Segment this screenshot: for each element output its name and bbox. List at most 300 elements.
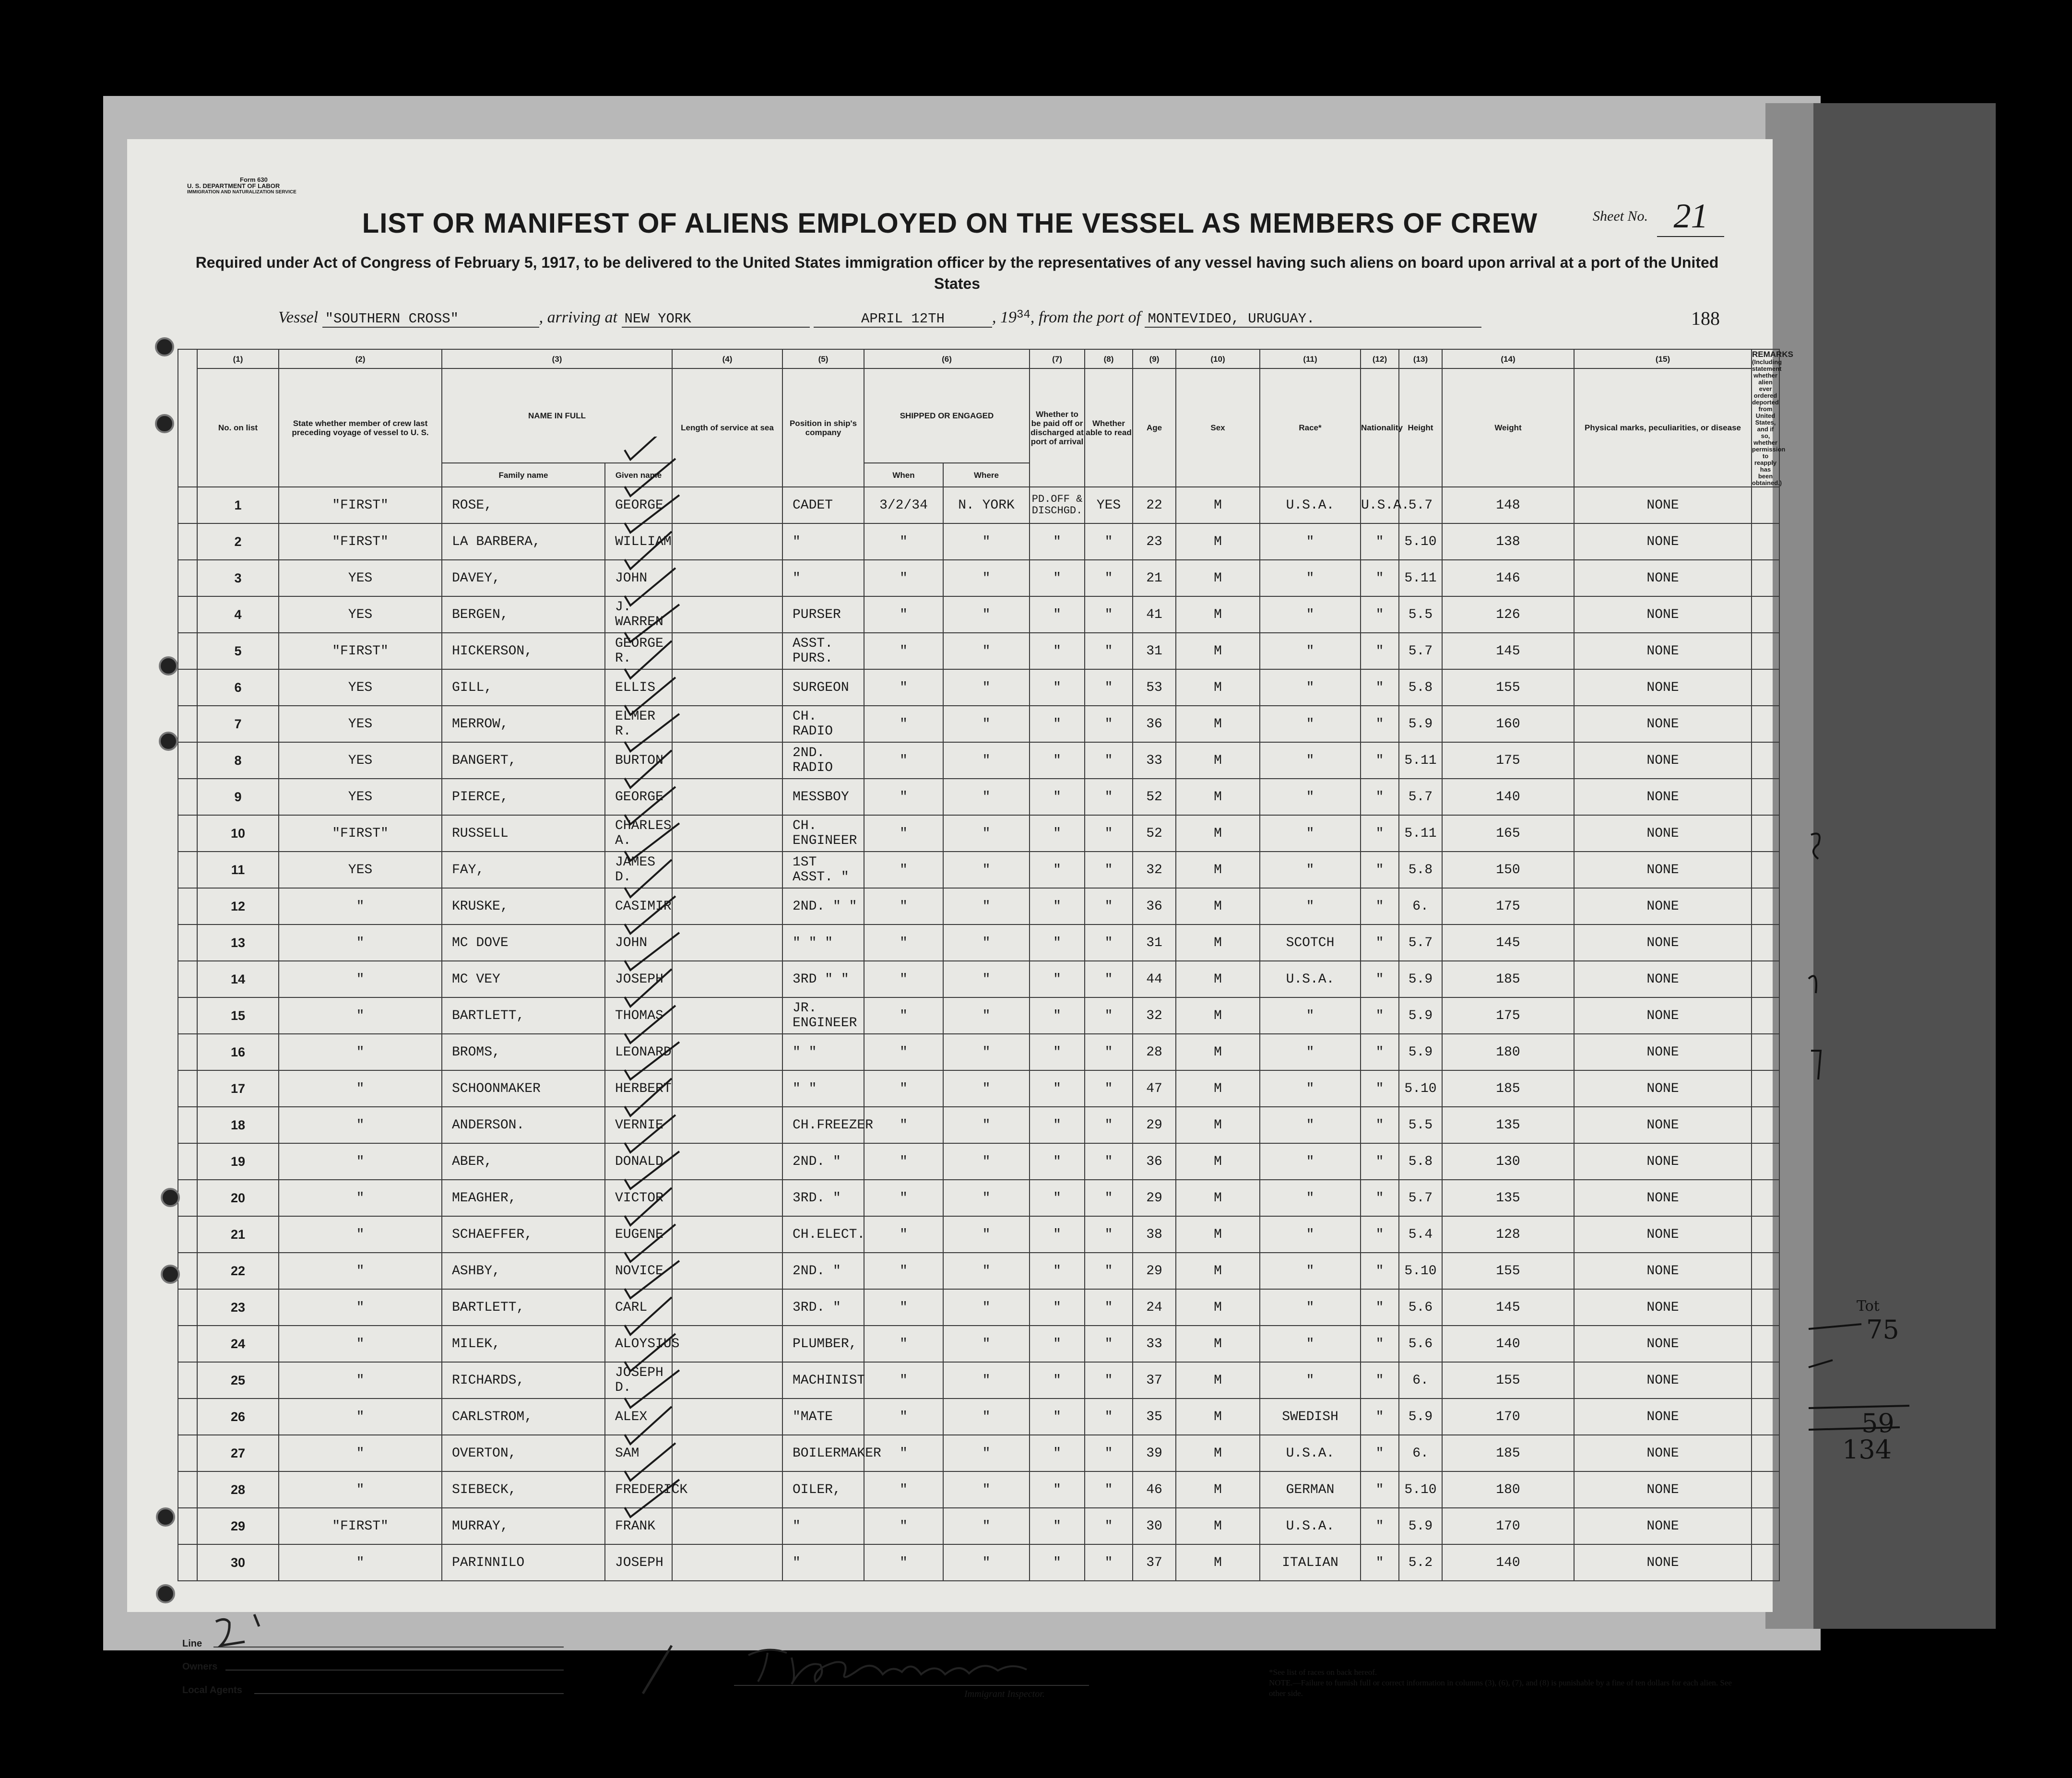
cell-height: 5.7 (1399, 633, 1442, 669)
cell-remarks (1752, 1034, 1779, 1070)
cell-height: 6. (1399, 888, 1442, 925)
cell-position: 2ND. " " (782, 888, 864, 925)
cell-given-name: JOSEPH D. (605, 1362, 672, 1399)
cell-weight: 185 (1442, 1435, 1574, 1471)
cell-paid-off: " (1030, 523, 1085, 560)
header-no-on-list: No. on list (197, 368, 279, 487)
table-row (178, 997, 1779, 1034)
cell-family-name: MEAGHER, (442, 1180, 605, 1216)
margin-cell (178, 888, 197, 925)
cell-paid-off: " (1030, 1326, 1085, 1362)
table-row (178, 779, 1779, 815)
margin-cell (178, 1143, 197, 1180)
cell-shipped-when: " (864, 1326, 943, 1362)
cell-sex: M (1176, 1289, 1260, 1326)
check-mark (625, 1297, 672, 1335)
cell-weight: 140 (1442, 1544, 1574, 1581)
cell-race: " (1260, 815, 1361, 852)
cell-physical-marks: NONE (1574, 560, 1752, 596)
cell-position: OILER, (782, 1471, 864, 1508)
table-row (178, 706, 1779, 742)
cell-physical-marks: NONE (1574, 523, 1752, 560)
cell-sex: M (1176, 1107, 1260, 1143)
cell-able-to-read: " (1085, 925, 1133, 961)
arrival-port: NEW YORK (622, 311, 810, 328)
cell-shipped-where: " (943, 1544, 1030, 1581)
cell-race: " (1260, 997, 1361, 1034)
cell-height: 5.10 (1399, 523, 1442, 560)
cell-prev-voyage: " (279, 1180, 442, 1216)
cell-prev-voyage: "FIRST" (279, 1508, 442, 1544)
cell-sex: M (1176, 596, 1260, 633)
header-family-name: Family name (442, 463, 605, 487)
cell-row-number: 27 (197, 1435, 279, 1471)
cell-height: 5.9 (1399, 1508, 1442, 1544)
table-row (178, 523, 1779, 560)
cell-sex: M (1176, 779, 1260, 815)
margin-cell (178, 669, 197, 706)
cell-race: " (1260, 633, 1361, 669)
cell-physical-marks: NONE (1574, 1508, 1752, 1544)
cell-family-name: ABER, (442, 1143, 605, 1180)
form-header (187, 177, 296, 195)
cell-position: PLUMBER, (782, 1326, 864, 1362)
cell-shipped-when: " (864, 779, 943, 815)
cell-shipped-where: " (943, 815, 1030, 852)
margin-cell (178, 1399, 197, 1435)
cell-shipped-where: " (943, 1289, 1030, 1326)
cell-remarks (1752, 1070, 1779, 1107)
cell-sex: M (1176, 1143, 1260, 1180)
cell-able-to-read: " (1085, 633, 1133, 669)
punch-hole (161, 1188, 180, 1207)
cell-sex: M (1176, 1362, 1260, 1399)
cell-shipped-when: " (864, 1435, 943, 1471)
cell-paid-off: PD.OFF & DISCHGD. (1030, 487, 1085, 523)
cell-age: 29 (1133, 1253, 1176, 1289)
cell-position: " (782, 560, 864, 596)
cell-sex: M (1176, 1471, 1260, 1508)
cell-row-number: 24 (197, 1326, 279, 1362)
cell-shipped-where: " (943, 560, 1030, 596)
col-8-number: (8) (1085, 349, 1133, 368)
check-mark (625, 1370, 679, 1408)
header-when: When (864, 463, 943, 487)
cell-height: 5.6 (1399, 1289, 1442, 1326)
cell-physical-marks: NONE (1574, 888, 1752, 925)
cell-prev-voyage: YES (279, 560, 442, 596)
arrival-year: 34 (1017, 308, 1030, 321)
table-row (178, 925, 1779, 961)
cell-shipped-where: " (943, 925, 1030, 961)
margin-cell (178, 1034, 197, 1070)
cell-family-name: PIERCE, (442, 779, 605, 815)
cell-sex: M (1176, 669, 1260, 706)
margin-cell (178, 961, 197, 997)
cell-paid-off: " (1030, 596, 1085, 633)
cell-shipped-where: " (943, 1435, 1030, 1471)
cell-family-name: SCHAEFFER, (442, 1216, 605, 1253)
cell-row-number: 11 (197, 852, 279, 888)
cell-race: " (1260, 1107, 1361, 1143)
cell-race: " (1260, 706, 1361, 742)
cell-shipped-when: " (864, 633, 943, 669)
cell-prev-voyage: " (279, 1544, 442, 1581)
subtitle: Required under Act of Congress of February 5, 1917, to be delivered to the United States immigration officer by the representatives of any vessel having such aliens on board upon arrival at a port of the United States (195, 254, 1719, 292)
cell-weight: 140 (1442, 779, 1574, 815)
cell-weight: 155 (1442, 669, 1574, 706)
cell-shipped-when: " (864, 523, 943, 560)
cell-height: 5.5 (1399, 1107, 1442, 1143)
cell-race: SWEDISH (1260, 1399, 1361, 1435)
agents-label: Local Agents (182, 1685, 242, 1695)
cell-sex: M (1176, 742, 1260, 779)
cell-row-number: 26 (197, 1399, 279, 1435)
cell-race: " (1260, 1326, 1361, 1362)
cell-remarks (1752, 852, 1779, 888)
cell-remarks (1752, 815, 1779, 852)
check-mark (625, 495, 679, 533)
cell-row-number: 21 (197, 1216, 279, 1253)
margin-cell (178, 633, 197, 669)
cell-height: 5.10 (1399, 1070, 1442, 1107)
cell-race: U.S.A. (1260, 1435, 1361, 1471)
cell-given-name: ELLIS (605, 669, 672, 706)
cell-row-number: 9 (197, 779, 279, 815)
cell-shipped-where: N. YORK (943, 487, 1030, 523)
header-able-read: Whether able to read (1085, 368, 1133, 487)
cell-age: 38 (1133, 1216, 1176, 1253)
table-row (178, 1508, 1779, 1544)
cell-paid-off: " (1030, 815, 1085, 852)
cell-row-number: 22 (197, 1253, 279, 1289)
cell-weight: 146 (1442, 560, 1574, 596)
col-4-number: (4) (672, 349, 782, 368)
cell-position: SURGEON (782, 669, 864, 706)
cell-weight: 138 (1442, 523, 1574, 560)
col-9-number: (9) (1133, 349, 1176, 368)
cell-race: " (1260, 1034, 1361, 1070)
year-prefix: , 19 (992, 308, 1017, 326)
cell-shipped-where: " (943, 523, 1030, 560)
cell-given-name: CHARLES A. (605, 815, 672, 852)
table-row (178, 560, 1779, 596)
cell-physical-marks: NONE (1574, 1253, 1752, 1289)
cell-shipped-when: " (864, 1034, 943, 1070)
cell-able-to-read: " (1085, 1034, 1133, 1070)
cell-family-name: HICKERSON, (442, 633, 605, 669)
cell-nationality: " (1361, 1435, 1399, 1471)
cell-able-to-read: " (1085, 852, 1133, 888)
cell-prev-voyage: " (279, 997, 442, 1034)
cell-able-to-read: " (1085, 997, 1133, 1034)
cell-row-number: 29 (197, 1508, 279, 1544)
cell-height: 5.11 (1399, 560, 1442, 596)
cell-prev-voyage: " (279, 1107, 442, 1143)
cell-race: " (1260, 888, 1361, 925)
cell-weight: 175 (1442, 997, 1574, 1034)
header-height: Height (1399, 368, 1442, 487)
cell-race: " (1260, 1253, 1361, 1289)
cell-remarks (1752, 669, 1779, 706)
cell-given-name: ALOYSIUS (605, 1326, 672, 1362)
cell-physical-marks: NONE (1574, 1362, 1752, 1399)
cell-height: 5.4 (1399, 1216, 1442, 1253)
cell-family-name: BARTLETT, (442, 1289, 605, 1326)
cell-given-name: WILLIAM (605, 523, 672, 560)
cell-remarks (1752, 997, 1779, 1034)
cell-able-to-read: YES (1085, 487, 1133, 523)
race-note: *See list of races on back hereof. (1269, 1668, 1377, 1677)
tally-second: 134 (1842, 1434, 1892, 1465)
cell-prev-voyage: "FIRST" (279, 815, 442, 852)
cell-able-to-read: " (1085, 1435, 1133, 1471)
cell-race: ITALIAN (1260, 1544, 1361, 1581)
cell-sex: M (1176, 560, 1260, 596)
cell-shipped-when: " (864, 1107, 943, 1143)
sheet-number-value: 21 (1657, 196, 1724, 237)
cell-family-name: BROMS, (442, 1034, 605, 1070)
fine-note: NOTE.—Failure to furnish full or correct information in columns (3), (6), (7), and (8) is punishable by a fine of ten dollars for each alien. See other side. (1269, 1678, 1732, 1698)
cell-weight: 128 (1442, 1216, 1574, 1253)
cell-position: JR. ENGINEER (782, 997, 864, 1034)
owners-label: Owners (182, 1661, 218, 1672)
cell-given-name: ELMER R. (605, 706, 672, 742)
cell-nationality: " (1361, 961, 1399, 997)
table-row (178, 1289, 1779, 1326)
cell-physical-marks: NONE (1574, 1435, 1752, 1471)
cell-family-name: PARINNILO (442, 1544, 605, 1581)
cell-race: " (1260, 852, 1361, 888)
cell-physical-marks: NONE (1574, 1180, 1752, 1216)
cell-sex: M (1176, 1399, 1260, 1435)
cell-shipped-when: " (864, 815, 943, 852)
cell-position: CH.FREEZER (782, 1107, 864, 1143)
margin-cell (178, 560, 197, 596)
cell-shipped-where: " (943, 1034, 1030, 1070)
cell-row-number: 20 (197, 1180, 279, 1216)
check-mark (625, 896, 675, 934)
cell-age: 29 (1133, 1180, 1176, 1216)
owners-rule (225, 1670, 564, 1671)
cell-nationality: " (1361, 1399, 1399, 1435)
crew-table-wrap (178, 349, 1793, 1581)
cell-height: 5.9 (1399, 1399, 1442, 1435)
check-mark (625, 532, 672, 569)
vessel-name: "SOUTHERN CROSS" (322, 311, 539, 328)
col-11-number: (11) (1260, 349, 1361, 368)
cell-age: 53 (1133, 669, 1176, 706)
margin-cell (178, 1107, 197, 1143)
punch-hole (156, 1507, 175, 1527)
cell-paid-off: " (1030, 997, 1085, 1034)
cell-family-name: DAVEY, (442, 560, 605, 596)
cell-family-name: BERGEN, (442, 596, 605, 633)
cell-shipped-when: " (864, 961, 943, 997)
cell-weight: 135 (1442, 1180, 1574, 1216)
cell-nationality: " (1361, 1180, 1399, 1216)
cell-remarks (1752, 888, 1779, 925)
cell-physical-marks: NONE (1574, 961, 1752, 997)
cell-race: " (1260, 1216, 1361, 1253)
cell-sex: M (1176, 925, 1260, 961)
punch-hole (159, 732, 178, 751)
cell-able-to-read: " (1085, 1143, 1133, 1180)
margin-cell (178, 1544, 197, 1581)
col-12-number: (12) (1361, 349, 1399, 368)
cell-weight: 185 (1442, 1070, 1574, 1107)
cell-age: 33 (1133, 1326, 1176, 1362)
cell-height: 5.7 (1399, 779, 1442, 815)
cell-sex: M (1176, 706, 1260, 742)
check-mark (625, 714, 679, 751)
cell-age: 39 (1133, 1435, 1176, 1471)
cell-able-to-read: " (1085, 1216, 1133, 1253)
cell-family-name: RUSSELL (442, 815, 605, 852)
cell-position: " " (782, 1034, 864, 1070)
form-number: Form 630 (240, 176, 268, 183)
cell-prev-voyage: YES (279, 669, 442, 706)
cell-paid-off: " (1030, 742, 1085, 779)
cell-sex: M (1176, 1180, 1260, 1216)
cell-weight: 145 (1442, 925, 1574, 961)
cell-nationality: " (1361, 1362, 1399, 1399)
cell-race: " (1260, 1143, 1361, 1180)
cell-sex: M (1176, 1034, 1260, 1070)
cell-race: " (1260, 1070, 1361, 1107)
header-paid-off: Whether to be paid off or discharged at port of arrival (1030, 368, 1085, 487)
cell-age: 36 (1133, 1143, 1176, 1180)
cell-height: 5.11 (1399, 742, 1442, 779)
cell-age: 41 (1133, 596, 1176, 633)
cell-height: 5.10 (1399, 1253, 1442, 1289)
check-mark (625, 1334, 675, 1371)
cell-prev-voyage: " (279, 888, 442, 925)
cell-remarks (1752, 1216, 1779, 1253)
remarks-note: (Including statement whether alien ever ordered deported from United States, and if so, whether permission to reapply has been obtained.) (1752, 358, 1786, 486)
check-mark (625, 459, 675, 496)
cell-race: " (1260, 596, 1361, 633)
cell-age: 30 (1133, 1508, 1176, 1544)
cell-shipped-when: " (864, 1544, 943, 1581)
cell-remarks (1752, 560, 1779, 596)
cell-position: 3RD. " (782, 1180, 864, 1216)
cell-physical-marks: NONE (1574, 1070, 1752, 1107)
col-3-number: (3) (442, 349, 672, 368)
cell-remarks (1752, 1435, 1779, 1471)
cell-prev-voyage: " (279, 961, 442, 997)
cell-race: SCOTCH (1260, 925, 1361, 961)
cell-height: 5.7 (1399, 925, 1442, 961)
check-mark (625, 568, 675, 605)
cell-position: 2ND. RADIO (782, 742, 864, 779)
table-row (178, 742, 1779, 779)
cell-weight: 135 (1442, 1107, 1574, 1143)
cell-shipped-when: " (864, 1216, 943, 1253)
cell-nationality: " (1361, 1107, 1399, 1143)
cell-shipped-when: " (864, 925, 943, 961)
cell-prev-voyage: " (279, 1435, 442, 1471)
cell-shipped-when: " (864, 742, 943, 779)
cell-paid-off: " (1030, 888, 1085, 925)
cell-remarks (1752, 925, 1779, 961)
cell-family-name: RICHARDS, (442, 1362, 605, 1399)
cell-shipped-where: " (943, 779, 1030, 815)
cell-nationality: " (1361, 1070, 1399, 1107)
header-prev-voyage: State whether member of crew last preceding voyage of vessel to U. S. (279, 368, 442, 487)
punch-hole (156, 1584, 175, 1603)
cell-paid-off: " (1030, 633, 1085, 669)
page-title: LIST OR MANIFEST OF ALIENS EMPLOYED ON THE VESSEL AS MEMBERS OF CREW (362, 208, 1538, 239)
check-mark (625, 933, 679, 970)
cell-physical-marks: NONE (1574, 633, 1752, 669)
cell-height: 5.10 (1399, 1471, 1442, 1508)
cell-family-name: MC DOVE (442, 925, 605, 961)
cell-shipped-where: " (943, 1471, 1030, 1508)
cell-given-name: EUGENE (605, 1216, 672, 1253)
cell-shipped-when: " (864, 596, 943, 633)
cell-weight: 170 (1442, 1508, 1574, 1544)
cell-physical-marks: NONE (1574, 487, 1752, 523)
header-position: Position in ship's company (782, 368, 864, 487)
cell-shipped-when: 3/2/34 (864, 487, 943, 523)
cell-position: " (782, 523, 864, 560)
arriving-label: , arriving at (539, 308, 617, 326)
cell-family-name: MERROW, (442, 706, 605, 742)
pen-stroke (633, 1641, 691, 1698)
margin-cell (178, 1326, 197, 1362)
cell-able-to-read: " (1085, 706, 1133, 742)
cell-race: " (1260, 523, 1361, 560)
cell-able-to-read: " (1085, 1508, 1133, 1544)
check-mark (625, 1261, 679, 1298)
cell-row-number: 6 (197, 669, 279, 706)
cell-age: 32 (1133, 997, 1176, 1034)
cell-paid-off: " (1030, 1253, 1085, 1289)
col-5-number: (5) (782, 349, 864, 368)
cell-position: CH.ELECT. (782, 1216, 864, 1253)
margin-cell (178, 1435, 197, 1471)
cell-height: 5.11 (1399, 815, 1442, 852)
col-7-number: (7) (1030, 349, 1085, 368)
cell-able-to-read: " (1085, 961, 1133, 997)
header-sex: Sex (1176, 368, 1260, 487)
margin-cell (178, 706, 197, 742)
agents-rule (254, 1693, 564, 1694)
cell-height: 5.5 (1399, 596, 1442, 633)
vessel-label: Vessel (278, 308, 319, 326)
check-mark (625, 605, 679, 642)
table-row (178, 669, 1779, 706)
cell-position: 2ND. " (782, 1143, 864, 1180)
cell-height: 6. (1399, 1362, 1442, 1399)
cell-able-to-read: " (1085, 1180, 1133, 1216)
cell-age: 23 (1133, 523, 1176, 560)
table-row (178, 1326, 1779, 1362)
col-14-number: (14) (1442, 349, 1574, 368)
cell-physical-marks: NONE (1574, 596, 1752, 633)
arrival-date: APRIL 12TH (814, 311, 992, 328)
margin-cell (178, 742, 197, 779)
punch-hole (161, 1265, 180, 1284)
header-nationality: Nationality (1361, 368, 1399, 487)
cell-position: 1ST ASST. " (782, 852, 864, 888)
cell-remarks (1752, 1253, 1779, 1289)
cell-sex: M (1176, 961, 1260, 997)
cell-position: "MATE (782, 1399, 864, 1435)
cell-paid-off: " (1030, 961, 1085, 997)
remarks-title: REMARKS (1752, 350, 1793, 359)
